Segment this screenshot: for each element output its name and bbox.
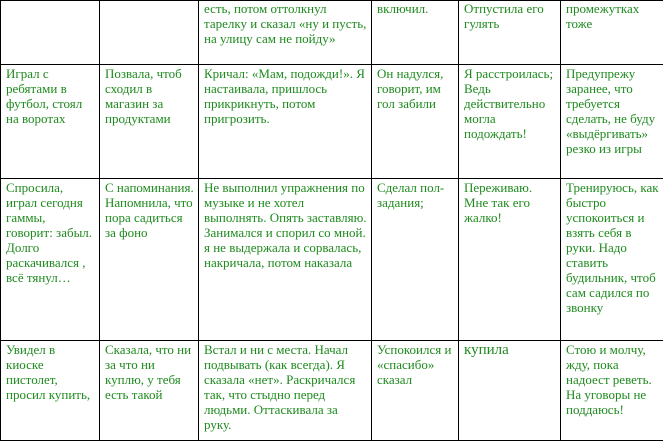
table-cell: [199, 341, 372, 441]
table-cell: [372, 65, 459, 179]
cell-text: купила: [464, 342, 556, 359]
table-cell: [199, 65, 372, 179]
table-cell: [1, 179, 100, 341]
cell-text: Спросила, играл сегодня гаммы, говорит: забыл. Долго раскачивался , всё тянул…: [6, 180, 95, 285]
cell-text: Позвала, чтоб сходил в магазин за продуктами: [105, 66, 194, 126]
table-cell: [100, 1, 199, 65]
table-cell: [561, 179, 663, 341]
cell-text: есть, потом оттолкнул тарелку и сказал «ну и пусть, на улицу сам не пойду»: [204, 1, 367, 46]
table-row: [1, 1, 663, 65]
cell-text: Переживаю. Мне так его жалко!: [464, 180, 556, 225]
table-cell: [100, 179, 199, 341]
cell-text: Сказала, что ни за что ни куплю, у тебя есть такой: [105, 342, 194, 402]
cell-text: Предупрежу заранее, что требуется сделать, не буду «выдёргивать» резко из игры: [566, 66, 659, 156]
cell-text: Не выполнил упражнения по музыке и не хотел выполнять. Опять заставляю. Занимался и спорил со мной. я не выдержала и сорвалась, накричала, потом наказала: [204, 180, 367, 270]
table-cell: [372, 1, 459, 65]
table-cell: [459, 179, 561, 341]
table-cell: [100, 341, 199, 441]
table-cell: [1, 65, 100, 179]
table-cell: [459, 65, 561, 179]
cell-text: промежутках тоже: [566, 1, 659, 31]
table-cell: [459, 341, 561, 441]
cell-text: Стою и молчу, жду, пока надоест реветь. На уговоры не поддаюсь!: [566, 342, 659, 417]
table-cell: [561, 1, 663, 65]
table-cell: [561, 341, 663, 441]
cell-text: С напоминания. Напомнила, что пора садиться за фоно: [105, 180, 194, 240]
cell-text: Отпустила его гулять: [464, 1, 556, 31]
cell-text: Увидел в киоске пистолет, просил купить,: [6, 342, 95, 402]
table-cell: [100, 65, 199, 179]
table-cell: [459, 1, 561, 65]
table-cell: [372, 179, 459, 341]
table-row: [1, 65, 663, 179]
cell-text: Сделал пол-задания;: [377, 180, 454, 210]
cell-text: включил.: [377, 1, 454, 16]
table-cell: [1, 341, 100, 441]
table-cell: [1, 1, 100, 65]
table-cell: [199, 179, 372, 341]
table-cell: [561, 65, 663, 179]
cell-text: Он надулся, говорит, им гол забили: [377, 66, 454, 111]
table-cell: [199, 1, 372, 65]
cell-text: Я расстроилась; Ведь действительно могла подождать!: [464, 66, 556, 141]
cell-text: Тренируюсь, как быстро успокоиться и взять себя в руки. Надо ставить будильник, чтоб сам садился по звонку: [566, 180, 659, 315]
table-row: [1, 179, 663, 341]
cell-text: Успокоился и «спасибо» сказал: [377, 342, 454, 387]
cell-text: Кричал: «Мам, подожди!». Я настаивала, пришлось прикрикнуть, потом пригрозить.: [204, 66, 367, 126]
cell-text: Встал и ни с места. Начал подвывать (как всегда). Я сказала «нет». Раскричался так, что стыдно перед людьми. Оттаскивала за руку.: [204, 342, 367, 432]
table-row: [1, 341, 663, 441]
cell-text: Играл с ребятами в футбол, стоял на воротах: [6, 66, 95, 126]
table-cell: [372, 341, 459, 441]
